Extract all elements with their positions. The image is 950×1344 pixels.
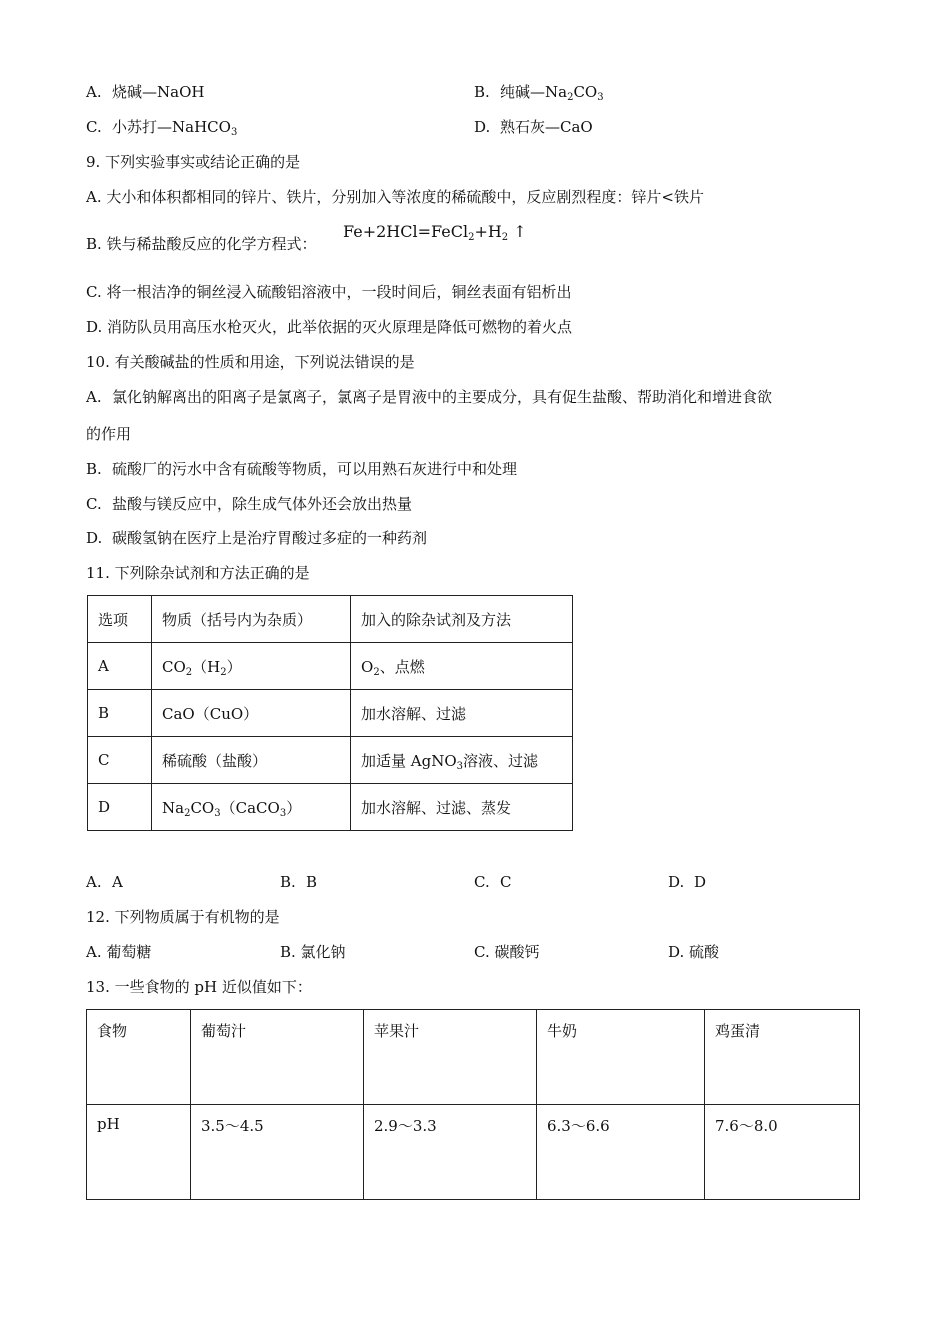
q12-option-a: A. 葡萄糖 bbox=[86, 943, 152, 961]
q9-option-d: D. 消防队员用高压水枪灭火，此举依据的灭火原理是降低可燃物的着火点 bbox=[86, 318, 573, 336]
q11-cell-method: 加水溶解、过滤 bbox=[351, 690, 573, 737]
table-row bbox=[87, 1105, 860, 1200]
q13-cell: pH bbox=[87, 1105, 191, 1200]
q13-stem: 13. 一些食物的 pH 近似值如下： bbox=[86, 978, 312, 996]
q11-cell-substance: CaO（CuO） bbox=[152, 690, 351, 737]
q11-cell-method: 加水溶解、过滤、蒸发 bbox=[351, 784, 573, 831]
q11-header-substance: 物质（括号内为杂质） bbox=[152, 596, 351, 643]
q13-cell: 3.5～4.5 bbox=[191, 1105, 364, 1200]
q11-cell-substance: 稀硫酸（盐酸） bbox=[152, 737, 351, 784]
q9-option-a: A. 大小和体积都相同的锌片、铁片，分别加入等浓度的稀硫酸中，反应剧烈程度：锌片<铁片 bbox=[86, 188, 704, 206]
q13-cell: 牛奶 bbox=[537, 1010, 705, 1105]
q11-cell-method: 加适量 AgNO$_3$溶液、过滤 bbox=[351, 737, 573, 784]
q11-answer-b: B. B bbox=[280, 873, 318, 891]
q11-header-option: 选项 bbox=[88, 596, 152, 643]
q12-option-b: B. 氯化钠 bbox=[280, 943, 346, 961]
q11-cell-method: $O_2$、点燃 bbox=[351, 643, 573, 690]
q10-option-c: C. 盐酸与镁反应中，除生成气体外还会放出热量 bbox=[86, 495, 413, 513]
q9-stem: 9. 下列实验事实或结论正确的是 bbox=[86, 153, 301, 171]
q12-option-c: C. 碳酸钙 bbox=[474, 943, 540, 961]
q11-answer-c: C. C bbox=[474, 873, 512, 891]
q13-cell: 7.6～8.0 bbox=[705, 1105, 860, 1200]
q11-cell-option: A bbox=[88, 643, 152, 690]
q13-cell: 食物 bbox=[87, 1010, 191, 1105]
table-row bbox=[88, 690, 573, 737]
q8-option-c: C. 小苏打—NaHCO$_3$ bbox=[86, 118, 238, 138]
q11-answer-a: A. A bbox=[86, 873, 123, 891]
q10-stem: 10. 有关酸碱盐的性质和用途，下列说法错误的是 bbox=[86, 353, 415, 371]
q9-b-formula: $Fe+2HCl=FeCl_2+H_2$ ↑ bbox=[343, 222, 527, 243]
q8-option-b: B. 纯碱$—Na_2CO_3$ bbox=[474, 83, 604, 103]
q12-option-d: D. 硫酸 bbox=[668, 943, 720, 961]
q13-cell: 2.9～3.3 bbox=[364, 1105, 537, 1200]
q13-cell: 6.3～6.6 bbox=[537, 1105, 705, 1200]
table-row bbox=[88, 643, 573, 690]
q11-header-method: 加入的除杂试剂及方法 bbox=[351, 596, 573, 643]
q13-cell: 葡萄汁 bbox=[191, 1010, 364, 1105]
q8-option-d: D. 熟石灰—CaO bbox=[474, 118, 593, 136]
q11-cell-option: B bbox=[88, 690, 152, 737]
table-row bbox=[88, 784, 573, 831]
table-row bbox=[88, 596, 573, 643]
q13-cell: 鸡蛋清 bbox=[705, 1010, 860, 1105]
q9-option-c: C. 将一根洁净的铜丝浸入硫酸铝溶液中，一段时间后，铜丝表面有铝析出 bbox=[86, 283, 572, 301]
q11-cell-substance: $CO_2(H_2)$ bbox=[152, 643, 351, 690]
q12-stem: 12. 下列物质属于有机物的是 bbox=[86, 908, 280, 926]
q8-option-a: A. 烧碱—NaOH bbox=[86, 83, 205, 101]
q11-table bbox=[87, 595, 573, 831]
q9-option-b: B. 铁与稀盐酸反应的化学方程式： bbox=[86, 235, 317, 253]
q10-option-a-cont: 的作用 bbox=[86, 425, 132, 443]
q13-cell: 苹果汁 bbox=[364, 1010, 537, 1105]
q10-option-d: D. 碳酸氢钠在医疗上是治疗胃酸过多症的一种药剂 bbox=[86, 529, 428, 547]
q11-cell-substance: $Na_2CO_3(CaCO_3)$ bbox=[152, 784, 351, 831]
q11-answer-d: D. D bbox=[668, 873, 707, 891]
q11-cell-option: C bbox=[88, 737, 152, 784]
q13-ph-table bbox=[86, 1009, 860, 1200]
q10-option-b: B. 硫酸厂的污水中含有硫酸等物质，可以用熟石灰进行中和处理 bbox=[86, 460, 518, 478]
table-row bbox=[88, 737, 573, 784]
table-row bbox=[87, 1010, 860, 1105]
q11-cell-option: D bbox=[88, 784, 152, 831]
q10-option-a: A. 氯化钠解离出的阳离子是氯离子，氯离子是胃液中的主要成分，具有促生盐酸、帮助消化和增进食欲 bbox=[86, 388, 773, 406]
q11-stem: 11. 下列除杂试剂和方法正确的是 bbox=[86, 564, 310, 582]
